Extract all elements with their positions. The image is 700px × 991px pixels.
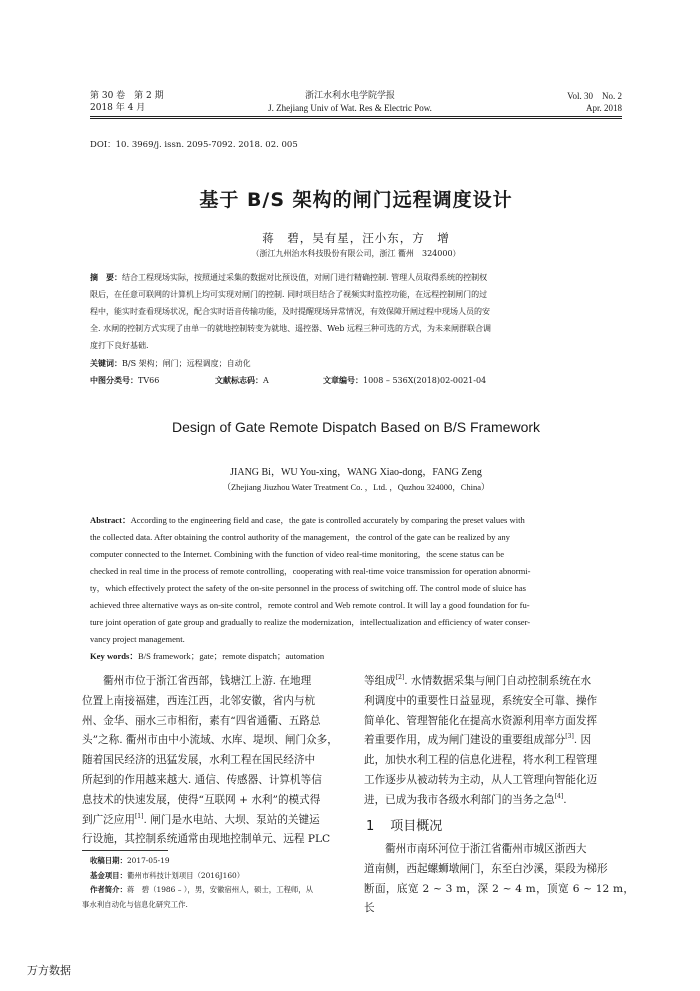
received-label: 收稿日期： [90, 856, 127, 865]
abstract-en-line: vancy project management. [90, 634, 185, 644]
keywords-cn-text: B/S 架构；闸门；远程调度；自动化 [122, 359, 251, 368]
abstract-cn-line: 全. 水闸的控制方式实现了由单一的就地控制转变为就地、遥控器、Web 远程三种可选的方式，为未来闸群联合调 [90, 324, 492, 333]
fund-label: 基金项目： [90, 870, 127, 880]
body-line: 息技术的快速发展，使得“互联网 + 水利”的模式得 [82, 793, 321, 806]
article-no-value: 1008 – 536X(2018)02-0021-04 [363, 376, 487, 385]
body-line: 简单化、管理智能化在提高水资源利用率方面发挥 [364, 714, 598, 727]
abstract-cn-line: 度打下良好基础. [90, 341, 149, 350]
body-line: 行设施，其控制系统通常由现地控制单元、远程 PLC [82, 833, 331, 846]
body-text: . 水情数据采集与闸门自动控制系统在水 [404, 675, 592, 687]
author-bio-cont: 事水利自动化与信息化研究工作. [82, 899, 188, 909]
citation-ref[interactable]: [2] [395, 674, 405, 681]
body-text: 到广泛应用 [82, 813, 135, 826]
body-line [364, 791, 634, 811]
abstract-en-line: ty，which effectively protect the safety of the on-site personnel in the process of switching off. The control mode of sluice has [90, 583, 527, 593]
body-text: 进，已成为我市各级水利部门的当务之急 [364, 793, 555, 806]
clc-label: 中图分类号： [90, 376, 138, 385]
abstract-cn [90, 269, 622, 354]
paper-title-en: Design of Gate Remote Dispatch Based on B/S Framework [171, 419, 541, 435]
citation-ref[interactable]: [4] [554, 792, 564, 800]
body-line: 断面，底宽 2 ~ 3 m，深 2 ~ 4 m，顶宽 6 ~ 12 m，长 [364, 882, 634, 915]
article-no-label: 文章编号： [323, 376, 363, 385]
paper-title-cn: 基于 B/S 架构的闸门远程调度设计 [199, 189, 513, 211]
keywords-cn [90, 355, 622, 372]
fund-text: 衢州市科技计划项目（2016J160） [126, 870, 245, 880]
section-number: 1 [366, 819, 375, 834]
body-line: 州、金华、丽水三市相衔，素有“四省通衢、五路总 [82, 714, 321, 727]
classification-row [90, 372, 622, 389]
clc-value: TV66 [138, 376, 160, 385]
abstract-en-line: ture joint operation of gate group and gradually to realize the modernization，intellectualization and efficiency of water conser- [90, 617, 531, 627]
keywords-cn-label: 关键词： [90, 359, 122, 368]
watermark: 万方数据 [27, 964, 71, 977]
section-body [364, 840, 634, 919]
body-text: . [563, 793, 567, 806]
affiliation-en: （Zhejiang Jiuzhou Water Treatment Co. ，Ltd. ，Quzhou 324000，China） [222, 482, 490, 492]
body-line: 随着国民经济的迅猛发展，水利工程在国民经济中 [82, 754, 316, 767]
body-line: 此，加快水利工程的信息化进程，将水利工程管理 [364, 754, 598, 767]
received-date: 2017-05-19 [126, 856, 170, 865]
body-line: 工作逐步从被动转为主动，从人工管理向智能化迈 [364, 773, 598, 786]
section-heading [366, 815, 442, 834]
body-line: 衢州市南环河位于浙江省衢州市城区浙西大 [364, 843, 587, 855]
body-line: 衢州市位于浙江省西部，钱塘江上游. 在地理 [82, 675, 312, 687]
keywords-en-text: B/S framework；gate；remote dispatch；automation [137, 651, 325, 661]
body-text: 等组成 [364, 675, 396, 687]
body-line [82, 811, 352, 831]
keywords-en-label: Key words： [90, 651, 138, 661]
abstract-cn-line: 结合工程现场实际，按照通过采集的数据对比预设值，对闸门进行精确控制. 管理人员取得系统的控制权 [122, 273, 488, 282]
abstract-en-line: According to the engineering field and case，the gate is controlled accurately by comparing the preset values with [130, 515, 525, 525]
footnote [82, 854, 352, 912]
author-bio-label: 作者简介： [90, 885, 127, 895]
abstract-cn-line: 限后，在任意可联网的计算机上均可实现对闸门的控制. 同时项目结合了视频实时监控功能，在远程控制闸门的过 [90, 290, 488, 299]
authors-cn: 蒋 碧，吴有星，汪小东，方 增 [262, 231, 450, 245]
doc-code-label: 文献标志码： [215, 376, 263, 385]
body-line: 道南侧，西起螺蛳墩闸门，东至白沙溪，渠段为梯形 [364, 862, 608, 875]
abstract-en-label: Abstract： [90, 515, 131, 525]
body-line: 头”之称. 衢州市由中小流域、水库、堤坝、闸门众多， [82, 734, 338, 747]
abstract-en-line: computer connected to the Internet. Combining with the function of video real-time monitoring，the scene status can be [90, 549, 505, 559]
keywords-en [90, 648, 622, 665]
body-line [364, 731, 634, 751]
abstract-en-line: the collected data. After obtaining the control authority of the management，the control of the gate can be realized by any [90, 532, 510, 542]
header-rule [90, 116, 622, 117]
header-volume-cn: 第 30 卷 第 2 期 [90, 91, 164, 101]
authors-en: JIANG Bi，WU You-xing，WANG Xiao-dong，FANG Zeng [230, 467, 482, 478]
abstract-en-line: checked in real time in the process of remote controlling，cooperating with real-time voice transmission for operation abnormi- [90, 566, 531, 576]
citation-ref[interactable]: [1] [134, 812, 144, 820]
header-journal-en: J. Zhejiang Univ of Wat. Res & Electric Pow. [268, 103, 432, 113]
abstract-en-line: achieved three alternative ways as on-site control，remote control and Web remote control. It will lay a good foundation for fu- [90, 600, 530, 610]
body-right-column [364, 672, 634, 811]
body-text: 着重要作用，成为闸门建设的重要组成部分 [364, 734, 566, 747]
body-text: . 闸门是水电站、大坝、泵站的关键运 [143, 813, 320, 826]
author-bio: 蒋 碧（1986 – ），男，安徽宿州人，硕士，工程师，从 [126, 885, 314, 895]
header-date-cn: 2018 年 4 月 [90, 103, 146, 113]
body-line: 利调度中的重要性日益显现，系统安全可靠、操作 [364, 694, 598, 707]
doi[interactable]: DOI：10. 3969/j. issn. 2095-7092. 2018. 02. 005 [90, 140, 298, 150]
body-text: . 因 [573, 734, 592, 747]
section-title: 项目概况 [390, 819, 443, 834]
citation-ref[interactable]: [3] [565, 733, 574, 741]
body-line: 位置上南接福建，西连江西，北邻安徽，省内与杭 [82, 694, 316, 707]
abstract-cn-line: 程中，能实时查看现场状况，配合实时语音传输功能，及时提醒现场异常情况，有效保障开闸过程中现场人员的安 [90, 307, 490, 316]
header-volume-en: Vol. 30 No. 2 [567, 91, 622, 101]
header-rule-thin [90, 118, 622, 119]
abstract-cn-label: 摘 要： [90, 273, 122, 282]
header-date-en: Apr. 2018 [586, 103, 622, 113]
body-line: 所起到的作用越来越大. 通信、传感器、计算机等信 [82, 773, 322, 786]
body-left-column [82, 672, 352, 850]
body-line [364, 672, 634, 692]
footnote-rule [82, 850, 168, 851]
header-journal-cn: 浙江水利水电学院学报 [304, 91, 395, 101]
doc-code-value: A [263, 376, 269, 385]
abstract-en [90, 512, 622, 648]
affiliation-cn: （浙江九州治水科技股份有限公司，浙江 衢州 324000） [251, 249, 461, 258]
